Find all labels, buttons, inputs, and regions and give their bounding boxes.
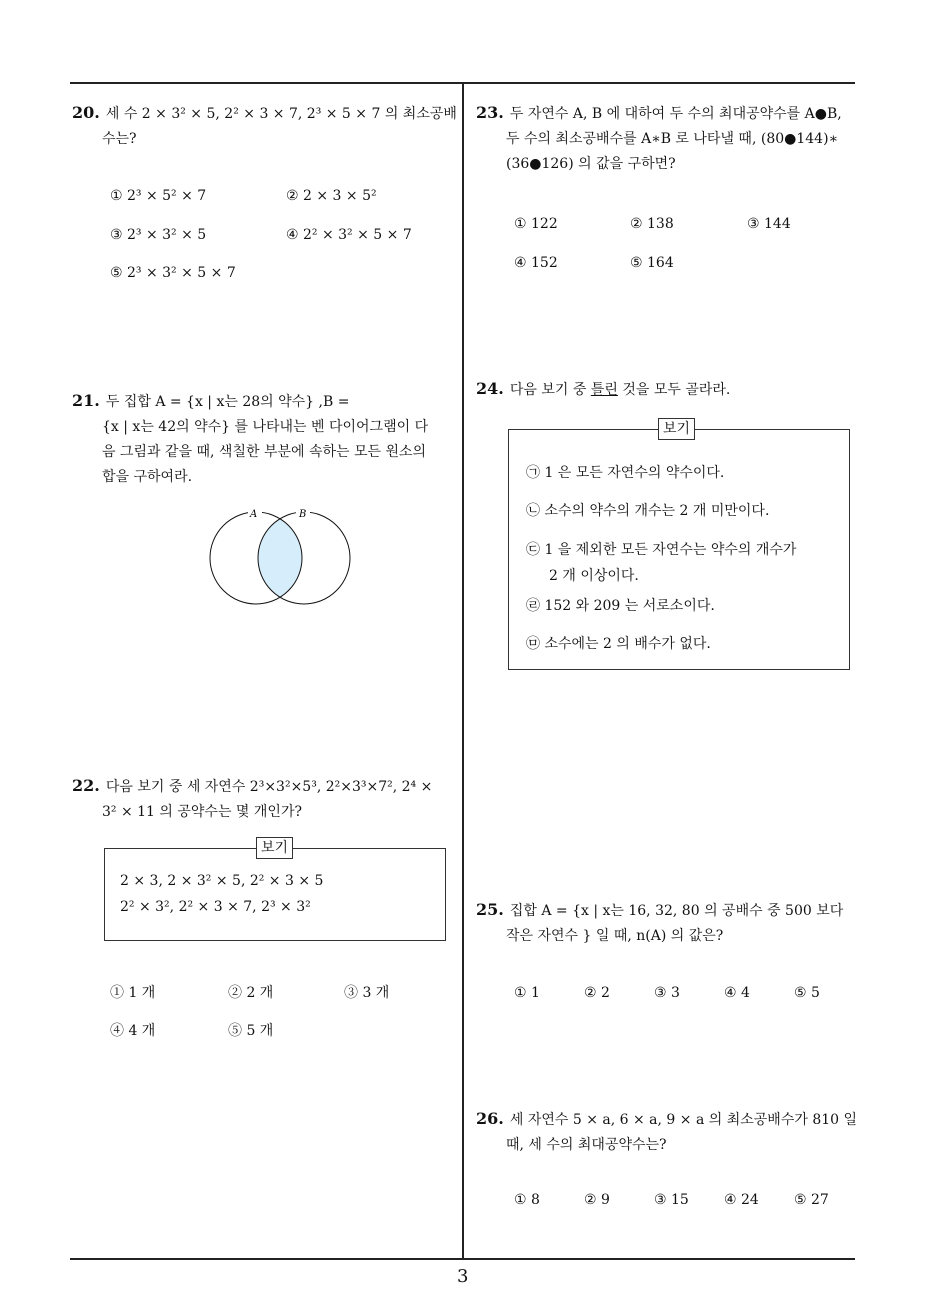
question-26: [476, 1106, 861, 1158]
choice-3[interactable]: ③ 15: [654, 1192, 689, 1208]
bogi-line: 2 × 3, 2 × 3² × 5, 2² × 3 × 5: [120, 873, 324, 889]
question-25: [476, 897, 861, 949]
question-text-underlined: 틀린: [590, 382, 618, 398]
question-number: 23.: [476, 103, 504, 122]
question-text: 때, 세 수의 최대공약수는?: [506, 1137, 667, 1153]
choice-1[interactable]: ① 1 개: [110, 985, 156, 1001]
question-24: [476, 376, 861, 403]
question-number: 26.: [476, 1109, 504, 1128]
bottom-rule: [70, 1258, 855, 1260]
question-number: 21.: [72, 391, 100, 410]
choice-1[interactable]: ① 1: [514, 985, 540, 1001]
question-text: 것을 모두 골라라.: [617, 382, 731, 398]
venn-diagram: [200, 500, 360, 610]
choice-3[interactable]: ③ 3: [654, 985, 680, 1001]
choice-4[interactable]: ④ 4 개: [110, 1023, 156, 1039]
choice-1[interactable]: ① 8: [514, 1192, 540, 1208]
venn-label-a: A: [250, 509, 258, 520]
column-divider: [462, 82, 464, 1260]
bogi-item: 2 개 이상이다.: [549, 568, 639, 584]
bogi-title: 보기: [256, 837, 293, 859]
choice-3[interactable]: ③ 2³ × 3² × 5: [110, 227, 207, 243]
question-text: {x | x는 42의 약수} 를 나타내는 벤 다이어그램이 다: [102, 419, 429, 435]
bogi-item: ㉤ 소수에는 2 의 배수가 없다.: [526, 636, 711, 652]
question-number: 22.: [72, 776, 100, 795]
choice-5[interactable]: ⑤ 2³ × 3² × 5 × 7: [110, 265, 236, 281]
question-number: 20.: [72, 103, 100, 122]
choice-2[interactable]: ② 2 개: [228, 985, 274, 1001]
choice-3[interactable]: ③ 3 개: [344, 985, 390, 1001]
question-22: [72, 773, 457, 825]
question-text: 세 자연수 5 × a, 6 × a, 9 × a 의 최소공배수가 810 일: [509, 1112, 858, 1128]
question-text: (36●126) 의 값을 구하면?: [506, 156, 676, 172]
choice-5[interactable]: ⑤ 5 개: [228, 1023, 274, 1039]
choice-5[interactable]: ⑤ 164: [630, 255, 674, 271]
choice-1[interactable]: ① 2³ × 5² × 7: [110, 188, 207, 204]
choice-2[interactable]: ② 2 × 3 × 5²: [286, 188, 377, 204]
choice-4[interactable]: ④ 2² × 3² × 5 × 7: [286, 227, 412, 243]
bogi-title: 보기: [658, 418, 695, 440]
question-text: 음 그림과 같을 때, 색칠한 부분에 속하는 모든 원소의: [102, 444, 427, 460]
question-text: 집합 A = {x | x는 16, 32, 80 의 공배수 중 500 보다: [509, 903, 844, 919]
question-text: 두 집합 A = {x | x는 28의 약수} ,B =: [105, 394, 350, 410]
question-text: 다음 보기 중: [509, 382, 591, 398]
choice-2[interactable]: ② 2: [584, 985, 610, 1001]
venn-label-b: B: [299, 509, 307, 520]
question-text: 세 수 2 × 3² × 5, 2² × 3 × 7, 2³ × 5 × 7 의 최소공배: [105, 106, 457, 122]
question-text: 합을 구하여라.: [102, 469, 193, 485]
question-number: 25.: [476, 900, 504, 919]
bogi-item: ㉡ 소수의 약수의 개수는 2 개 미만이다.: [526, 503, 770, 519]
bogi-line: 2² × 3², 2² × 3 × 7, 2³ × 3²: [120, 899, 311, 915]
page-number: 3: [457, 1266, 469, 1287]
question-text: 3² × 11 의 공약수는 몇 개인가?: [102, 804, 302, 820]
choice-1[interactable]: ① 122: [514, 216, 558, 232]
choice-3[interactable]: ③ 144: [747, 216, 791, 232]
bogi-box: [104, 848, 446, 941]
question-text: 다음 보기 중 세 자연수 2³×3²×5³, 2²×3³×7², 2⁴ ×: [105, 779, 433, 795]
bogi-item: ㉢ 1 을 제외한 모든 자연수는 약수의 개수가: [526, 542, 797, 558]
bogi-item: ㉣ 152 와 209 는 서로소이다.: [526, 598, 715, 614]
choice-5[interactable]: ⑤ 27: [794, 1192, 829, 1208]
question-23: [476, 100, 861, 177]
choice-2[interactable]: ② 138: [630, 216, 674, 232]
question-number: 24.: [476, 379, 504, 398]
choice-4[interactable]: ④ 152: [514, 255, 558, 271]
question-21: [72, 388, 457, 490]
bogi-item: ㉠ 1 은 모든 자연수의 약수이다.: [526, 465, 725, 481]
question-text: 수는?: [102, 131, 137, 147]
choice-4[interactable]: ④ 24: [724, 1192, 759, 1208]
choice-5[interactable]: ⑤ 5: [794, 985, 820, 1001]
choice-2[interactable]: ② 9: [584, 1192, 610, 1208]
choice-4[interactable]: ④ 4: [724, 985, 750, 1001]
question-text: 두 자연수 A, B 에 대하여 두 수의 최대공약수를 A●B,: [509, 106, 842, 122]
question-text: 두 수의 최소공배수를 A∗B 로 나타낼 때, (80●144)∗: [506, 131, 839, 147]
question-text: 작은 자연수 } 일 때, n(A) 의 값은?: [506, 928, 724, 944]
question-20: [72, 100, 457, 152]
